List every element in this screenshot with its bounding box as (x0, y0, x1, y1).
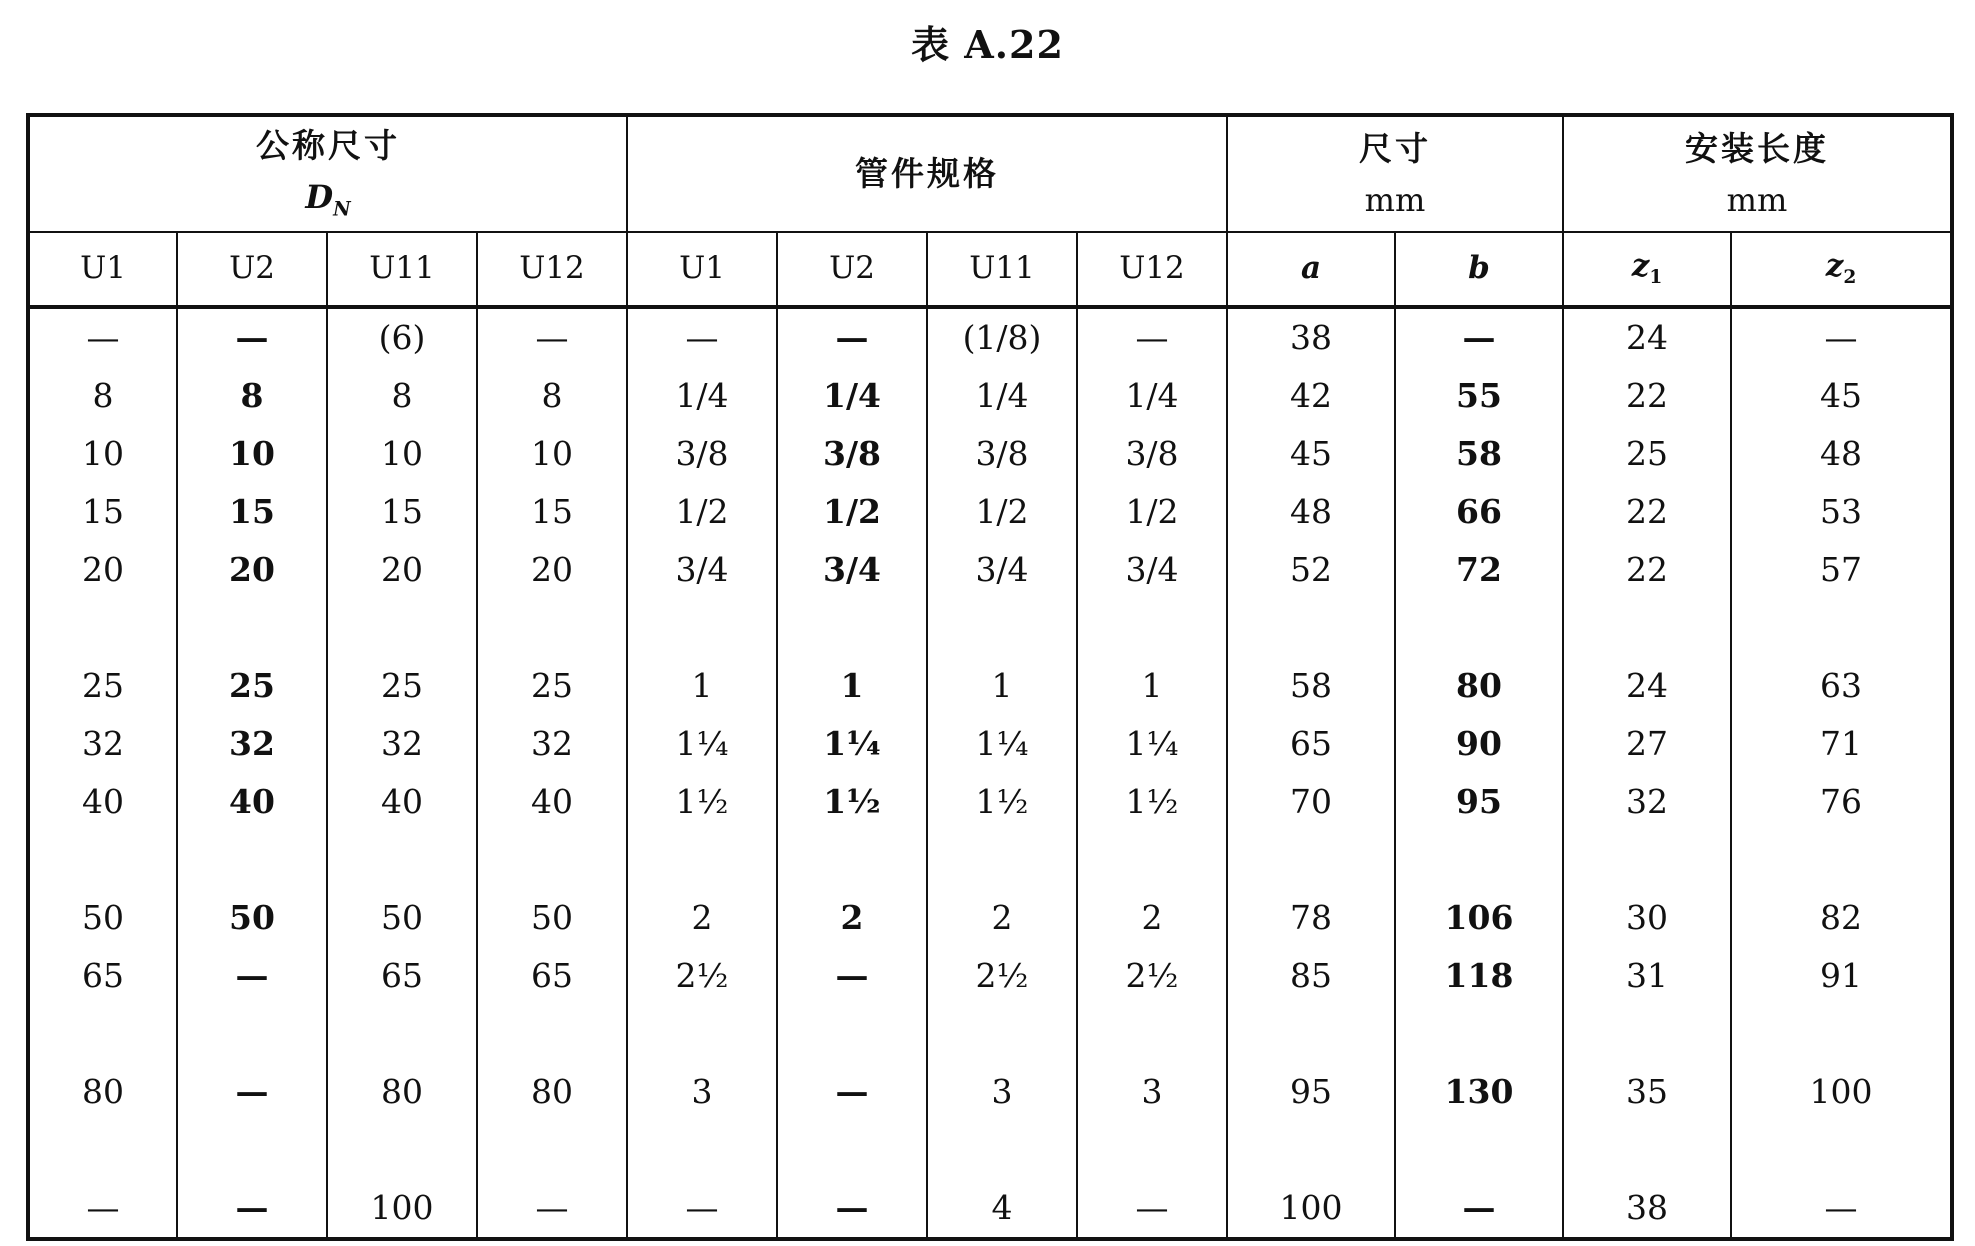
group-header-fitting-spec: 管件规格 (627, 115, 1227, 232)
table-cell: — (1731, 1179, 1952, 1239)
table-cell: 31 (1563, 947, 1731, 1005)
table-cell: (6) (327, 307, 477, 367)
table-cell: 50 (28, 889, 177, 947)
table-cell: 15 (177, 483, 327, 541)
col-header-dn-u2: U2 (177, 232, 327, 307)
table-cell: 25 (28, 657, 177, 715)
table-row (28, 889, 1952, 947)
table-cell: 45 (1731, 367, 1952, 425)
table-cell: 3 (1077, 1063, 1227, 1121)
table-cell: — (28, 307, 177, 367)
table-cell: 40 (477, 773, 627, 831)
table-cell: 20 (327, 541, 477, 599)
table-cell: 4 (927, 1179, 1077, 1239)
table-cell: 1/2 (777, 483, 927, 541)
col-header-z1: $z_1$ (1563, 232, 1731, 307)
table-cell: 24 (1563, 657, 1731, 715)
table-cell: 80 (28, 1063, 177, 1121)
table-cell: — (28, 1179, 177, 1239)
table-row (28, 773, 1952, 831)
table-row (28, 483, 1952, 541)
table-cell: 20 (28, 541, 177, 599)
table-cell: 2 (777, 889, 927, 947)
table-cell: 8 (177, 367, 327, 425)
table-cell: 1 (777, 657, 927, 715)
table-cell: — (177, 947, 327, 1005)
table-cell (1395, 599, 1563, 657)
table-cell: 2 (927, 889, 1077, 947)
table-cell (1227, 1121, 1395, 1179)
table-cell: 24 (1563, 307, 1731, 367)
col-header-spec-u11: U11 (927, 232, 1077, 307)
table-cell (327, 1121, 477, 1179)
table-cell: 50 (477, 889, 627, 947)
table-cell: — (177, 307, 327, 367)
table-cell: — (1395, 307, 1563, 367)
table-cell: 25 (1563, 425, 1731, 483)
table-cell (1227, 1005, 1395, 1063)
table-cell: 15 (327, 483, 477, 541)
table-cell: 80 (327, 1063, 477, 1121)
table-cell (1395, 831, 1563, 889)
table-cell (1227, 831, 1395, 889)
table-cell: (1/8) (927, 307, 1077, 367)
table-cell: 1/4 (777, 367, 927, 425)
table-cell (777, 1121, 927, 1179)
table-row (28, 1179, 1952, 1239)
table-cell: 82 (1731, 889, 1952, 947)
table-cell (927, 831, 1077, 889)
table-cell (177, 1121, 327, 1179)
table-cell (477, 599, 627, 657)
table-cell: 25 (327, 657, 477, 715)
table-cell (1731, 599, 1952, 657)
table-cell: 25 (177, 657, 327, 715)
table-cell (1395, 1005, 1563, 1063)
table-cell (777, 599, 927, 657)
table-cell: 70 (1227, 773, 1395, 831)
table-cell (927, 599, 1077, 657)
table-cell: 58 (1395, 425, 1563, 483)
table-cell: 65 (1227, 715, 1395, 773)
table-cell: 3/8 (777, 425, 927, 483)
table-cell: 22 (1563, 541, 1731, 599)
table-cell: 3/4 (1077, 541, 1227, 599)
table-cell: 80 (1395, 657, 1563, 715)
table-cell: 22 (1563, 367, 1731, 425)
table-cell: 3/4 (627, 541, 777, 599)
header-column-row (28, 232, 1952, 307)
table-cell (1563, 831, 1731, 889)
table-cell: 1½ (1077, 773, 1227, 831)
col-header-dn-u12: U12 (477, 232, 627, 307)
table-cell: 106 (1395, 889, 1563, 947)
table-cell: 8 (327, 367, 477, 425)
table-cell: 118 (1395, 947, 1563, 1005)
table-cell (28, 1121, 177, 1179)
table-cell: 2½ (1077, 947, 1227, 1005)
table-cell (177, 599, 327, 657)
table-cell: 66 (1395, 483, 1563, 541)
table-cell: 1½ (927, 773, 1077, 831)
table-cell: 3 (627, 1063, 777, 1121)
table-cell: 1 (927, 657, 1077, 715)
table-cell: 58 (1227, 657, 1395, 715)
table-cell: 71 (1731, 715, 1952, 773)
table-cell (28, 1005, 177, 1063)
table-cell (477, 1005, 627, 1063)
table-cell: 1/2 (927, 483, 1077, 541)
table-cell: 95 (1227, 1063, 1395, 1121)
table-cell: 63 (1731, 657, 1952, 715)
table-cell: 22 (1563, 483, 1731, 541)
table-cell: 65 (28, 947, 177, 1005)
table-cell: 1½ (627, 773, 777, 831)
table-cell (1077, 1005, 1227, 1063)
table-cell: 10 (477, 425, 627, 483)
group-header-nominal-size: 公称尺寸 $D_N$ (28, 115, 627, 232)
table-cell (327, 1005, 477, 1063)
table-row (28, 1121, 1952, 1179)
table-cell: 80 (477, 1063, 627, 1121)
table-cell: 130 (1395, 1063, 1563, 1121)
header-group-row (28, 115, 1952, 232)
table-cell: — (1077, 307, 1227, 367)
table-cell: 20 (477, 541, 627, 599)
table-cell: 1/4 (927, 367, 1077, 425)
table-cell (327, 599, 477, 657)
table-cell: 48 (1731, 425, 1952, 483)
table-cell: 15 (28, 483, 177, 541)
table-cell: — (1077, 1179, 1227, 1239)
table-cell: 40 (327, 773, 477, 831)
data-table (26, 113, 1954, 1241)
table-cell: 1¼ (927, 715, 1077, 773)
table-cell (177, 831, 327, 889)
table-cell (28, 831, 177, 889)
table-row (28, 715, 1952, 773)
table-cell: 3/8 (627, 425, 777, 483)
col-header-spec-u12: U12 (1077, 232, 1227, 307)
table-cell (1077, 599, 1227, 657)
table-cell (1077, 831, 1227, 889)
table-cell (627, 1005, 777, 1063)
table-cell: 3 (927, 1063, 1077, 1121)
table-cell: 8 (28, 367, 177, 425)
table-cell (627, 599, 777, 657)
dn-symbol: $D_N$ (305, 178, 351, 221)
table-cell: — (777, 1063, 927, 1121)
table-cell: 32 (327, 715, 477, 773)
table-body (28, 307, 1952, 1239)
table-cell: 65 (327, 947, 477, 1005)
table-cell (477, 1121, 627, 1179)
col-header-a: a (1227, 232, 1395, 307)
table-cell: 78 (1227, 889, 1395, 947)
table-cell (777, 1005, 927, 1063)
table-cell: 76 (1731, 773, 1952, 831)
table-row (28, 947, 1952, 1005)
table-cell: 1 (1077, 657, 1227, 715)
table-cell (1731, 1121, 1952, 1179)
table-cell: 1¼ (627, 715, 777, 773)
table-cell: 52 (1227, 541, 1395, 599)
col-header-spec-u1: U1 (627, 232, 777, 307)
table-cell (627, 1121, 777, 1179)
table-cell: 42 (1227, 367, 1395, 425)
table-cell: 32 (28, 715, 177, 773)
table-cell: — (1731, 307, 1952, 367)
table-cell: 1 (627, 657, 777, 715)
table-cell (927, 1005, 1077, 1063)
table-cell (1563, 1005, 1731, 1063)
table-cell: 38 (1563, 1179, 1731, 1239)
col-header-dn-u1: U1 (28, 232, 177, 307)
col-header-dn-u11: U11 (327, 232, 477, 307)
table-cell (1731, 831, 1952, 889)
table-cell (1227, 599, 1395, 657)
table-cell: 3/4 (927, 541, 1077, 599)
table-cell: 8 (477, 367, 627, 425)
table-cell (1563, 599, 1731, 657)
table-title: 表 A.22 (911, 22, 1064, 67)
table-cell: 20 (177, 541, 327, 599)
table-cell: 2 (1077, 889, 1227, 947)
table-cell: — (177, 1063, 327, 1121)
table-cell: 10 (177, 425, 327, 483)
table-cell: 3/8 (927, 425, 1077, 483)
table-cell: 3/8 (1077, 425, 1227, 483)
table-row (28, 425, 1952, 483)
table-cell: 3/4 (777, 541, 927, 599)
table-cell: 2½ (627, 947, 777, 1005)
table-cell: — (477, 307, 627, 367)
table-cell: — (777, 947, 927, 1005)
table-row (28, 541, 1952, 599)
table-cell: 65 (477, 947, 627, 1005)
table-cell: 30 (1563, 889, 1731, 947)
group-header-install-length: 安装长度 mm (1563, 115, 1952, 232)
table-cell: 1/4 (1077, 367, 1227, 425)
table-row (28, 1063, 1952, 1121)
table-cell: 90 (1395, 715, 1563, 773)
table-row (28, 599, 1952, 657)
table-cell: 1¼ (1077, 715, 1227, 773)
table-row (28, 831, 1952, 889)
table-cell (28, 599, 177, 657)
table-cell: 85 (1227, 947, 1395, 1005)
table-cell (177, 1005, 327, 1063)
table-cell (627, 831, 777, 889)
table-cell: — (1395, 1179, 1563, 1239)
table-row (28, 657, 1952, 715)
table-cell: 91 (1731, 947, 1952, 1005)
table-cell: 38 (1227, 307, 1395, 367)
table-cell: 1/4 (627, 367, 777, 425)
table-cell: 32 (1563, 773, 1731, 831)
table-cell (927, 1121, 1077, 1179)
table-cell: 1/2 (1077, 483, 1227, 541)
table-cell: 1/2 (627, 483, 777, 541)
col-header-b: b (1395, 232, 1563, 307)
table-cell: 1½ (777, 773, 927, 831)
table-cell: — (177, 1179, 327, 1239)
table-cell: 45 (1227, 425, 1395, 483)
table-cell: 15 (477, 483, 627, 541)
table-cell: 27 (1563, 715, 1731, 773)
table-cell: 2½ (927, 947, 1077, 1005)
table-cell (1395, 1121, 1563, 1179)
table-cell (477, 831, 627, 889)
table-cell (1563, 1121, 1731, 1179)
table-cell: 72 (1395, 541, 1563, 599)
table-cell: — (777, 307, 927, 367)
table-cell: 2 (627, 889, 777, 947)
table-cell: 25 (477, 657, 627, 715)
table-cell (1077, 1121, 1227, 1179)
table-cell: — (477, 1179, 627, 1239)
table-cell: 57 (1731, 541, 1952, 599)
table-row (28, 307, 1952, 367)
table-cell (1731, 1005, 1952, 1063)
table-cell: — (627, 307, 777, 367)
table-cell: 35 (1563, 1063, 1731, 1121)
table-cell: 50 (327, 889, 477, 947)
table-cell: 95 (1395, 773, 1563, 831)
table-cell: 53 (1731, 483, 1952, 541)
col-header-z2: $z_2$ (1731, 232, 1952, 307)
table-cell: 100 (1227, 1179, 1395, 1239)
table-cell: 48 (1227, 483, 1395, 541)
table-cell: 10 (28, 425, 177, 483)
group-header-dimensions: 尺寸 mm (1227, 115, 1563, 232)
table-cell: — (627, 1179, 777, 1239)
table-row (28, 367, 1952, 425)
table-cell: 50 (177, 889, 327, 947)
table-cell: 100 (327, 1179, 477, 1239)
table-cell: 32 (177, 715, 327, 773)
table-cell: 10 (327, 425, 477, 483)
table-cell: — (777, 1179, 927, 1239)
table-cell (777, 831, 927, 889)
table-cell: 100 (1731, 1063, 1952, 1121)
table-cell: 40 (177, 773, 327, 831)
table-cell: 55 (1395, 367, 1563, 425)
table-cell: 1¼ (777, 715, 927, 773)
table-cell: 32 (477, 715, 627, 773)
table-cell (327, 831, 477, 889)
table-row (28, 1005, 1952, 1063)
table-cell: 40 (28, 773, 177, 831)
col-header-spec-u2: U2 (777, 232, 927, 307)
